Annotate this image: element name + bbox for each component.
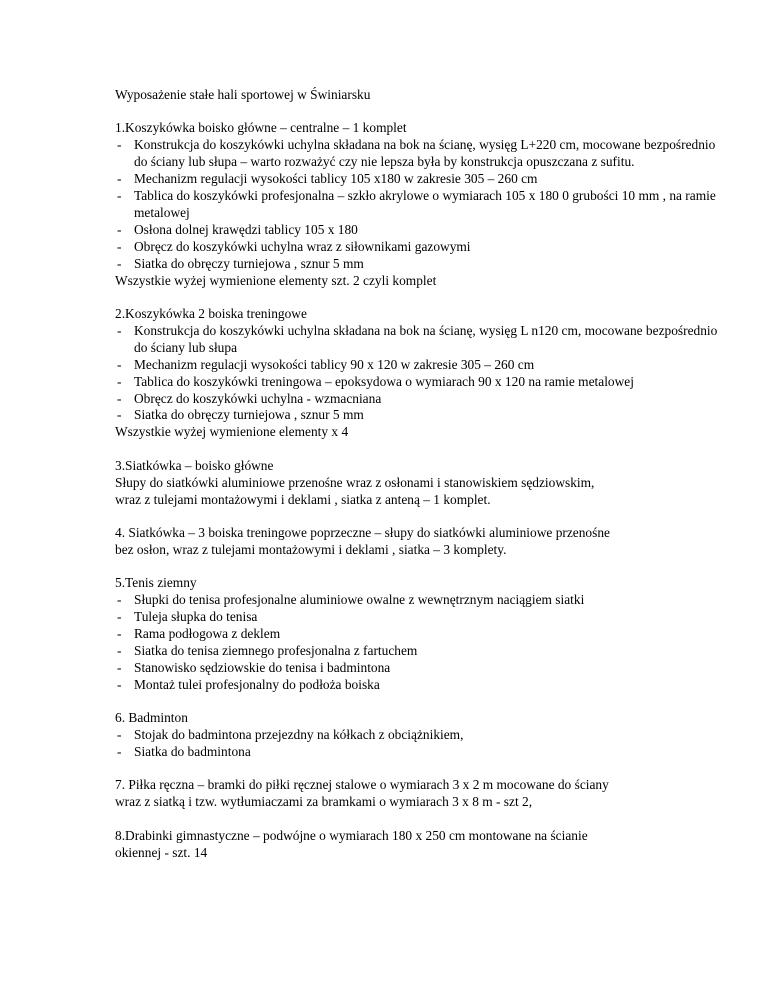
list-item: - Konstrukcja do koszykówki uchylna składana na bok na ścianę, wysięg L n120 cm, mocowane bezpośrednio do ściany lub słupa — [117, 322, 718, 355]
list-item: - Obręcz do koszykówki uchylna - wzmacniana — [117, 390, 382, 406]
section-tennis — [115, 575, 730, 693]
list-item: - Mechanizm regulacji wysokości tablicy 90 x 120 w zakresie 305 – 260 cm — [117, 356, 535, 372]
section-volleyball-main — [115, 458, 730, 509]
list-item: - Tablica do koszykówki profesjonalna – szkło akrylowe o wymiarach 105 x 180 0 grubości 10 mm , na ramie metalowej — [117, 188, 716, 220]
list-item: - Obręcz do koszykówki uchylna wraz z siłownikami gazowymi — [117, 238, 471, 254]
list-item: - Mechanizm regulacji wysokości tablicy 105 x180 w zakresie 305 – 260 cm — [117, 171, 538, 187]
list-item: - Konstrukcja do koszykówki uchylna składana na bok na ścianę, wysięg L+220 cm, mocowane bezpośrednio do ściany lub słupa – warto rozważyć czy nie lepsza była by konstrukcja opuszczana z sufitu. — [117, 137, 716, 170]
list-item: - Siatka do tenisa ziemnego profesjonalna z fartuchem — [117, 642, 418, 658]
list-item: - Stojak do badmintona przejezdny na kółkach z obciążnikiem, — [117, 727, 464, 742]
list-item: - Rama podłogowa z deklem — [117, 625, 281, 641]
section-gym-ladders — [115, 828, 730, 862]
list-item: - Osłona dolnej krawędzi tablicy 105 x 180 — [117, 221, 358, 237]
section-heading: 2.Koszykówka 2 boiska treningowe — [115, 305, 307, 321]
paragraph-line: 7. Piłka ręczna – bramki do piłki ręcznej stalowe o wymiarach 3 x 2 m mocowane do ściany — [115, 777, 609, 793]
section-heading: 1.Koszykówka boisko główne – centralne – 1 komplet — [115, 120, 407, 136]
list-item: - Siatka do obręczy turniejowa , sznur 5 mm — [117, 407, 364, 423]
list-item: - Słupki do tenisa profesjonalne aluminiowe owalne z wewnętrznym naciągiem siatki — [117, 592, 585, 608]
paragraph-line: bez osłon, wraz z tulejami montażowymi i deklami , siatka – 3 komplety. — [115, 541, 507, 557]
section-volleyball-training — [115, 525, 730, 559]
paragraph-line: Słupy do siatkówki aluminiowe przenośne wraz z osłonami i stanowiskiem sędziowskim, — [115, 474, 595, 490]
list-item: - Siatka do obręczy turniejowa , sznur 5 mm — [117, 255, 364, 271]
paragraph-line: okiennej - szt. 14 — [115, 844, 208, 860]
paragraph-line: wraz z tulejami montażowymi i deklami , siatka z anteną – 1 komplet. — [115, 491, 491, 507]
section-basketball-main — [115, 120, 730, 289]
paragraph-line: 4. Siatkówka – 3 boiska treningowe poprzeczne – słupy do siatkówki aluminiowe przenośne — [115, 524, 610, 540]
section-heading: 3.Siatkówka – boisko główne — [115, 457, 274, 473]
section-heading: 6. Badminton — [115, 710, 188, 726]
section-heading: 5.Tenis ziemny — [115, 575, 197, 591]
list-item: - Tablica do koszykówki treningowa – epoksydowa o wymiarach 90 x 120 na ramie metalowej — [117, 373, 634, 389]
list-item: - Siatka do badmintona — [117, 743, 251, 759]
list-item: - Montaż tulei profesjonalny do podłoża boiska — [117, 676, 380, 692]
section-handball — [115, 777, 730, 811]
document-title: Wyposażenie stałe hali sportowej w Świniarsku — [115, 87, 371, 102]
section-badminton — [115, 710, 730, 761]
paragraph-line: wraz z siatką i tzw. wytłumiaczami za bramkami o wymiarach 3 x 8 m - szt 2, — [115, 794, 533, 810]
section-basketball-training — [115, 306, 730, 441]
list-item: - Stanowisko sędziowskie do tenisa i badmintona — [117, 659, 391, 675]
section-footer: Wszystkie wyżej wymienione elementy szt. 2 czyli komplet — [115, 272, 437, 288]
paragraph-line: 8.Drabinki gimnastyczne – podwójne o wymiarach 180 x 250 cm montowane na ścianie — [115, 827, 588, 843]
section-footer: Wszystkie wyżej wymienione elementy x 4 — [115, 424, 349, 440]
list-item: - Tuleja słupka do tenisa — [117, 609, 258, 625]
document-body — [115, 87, 730, 861]
